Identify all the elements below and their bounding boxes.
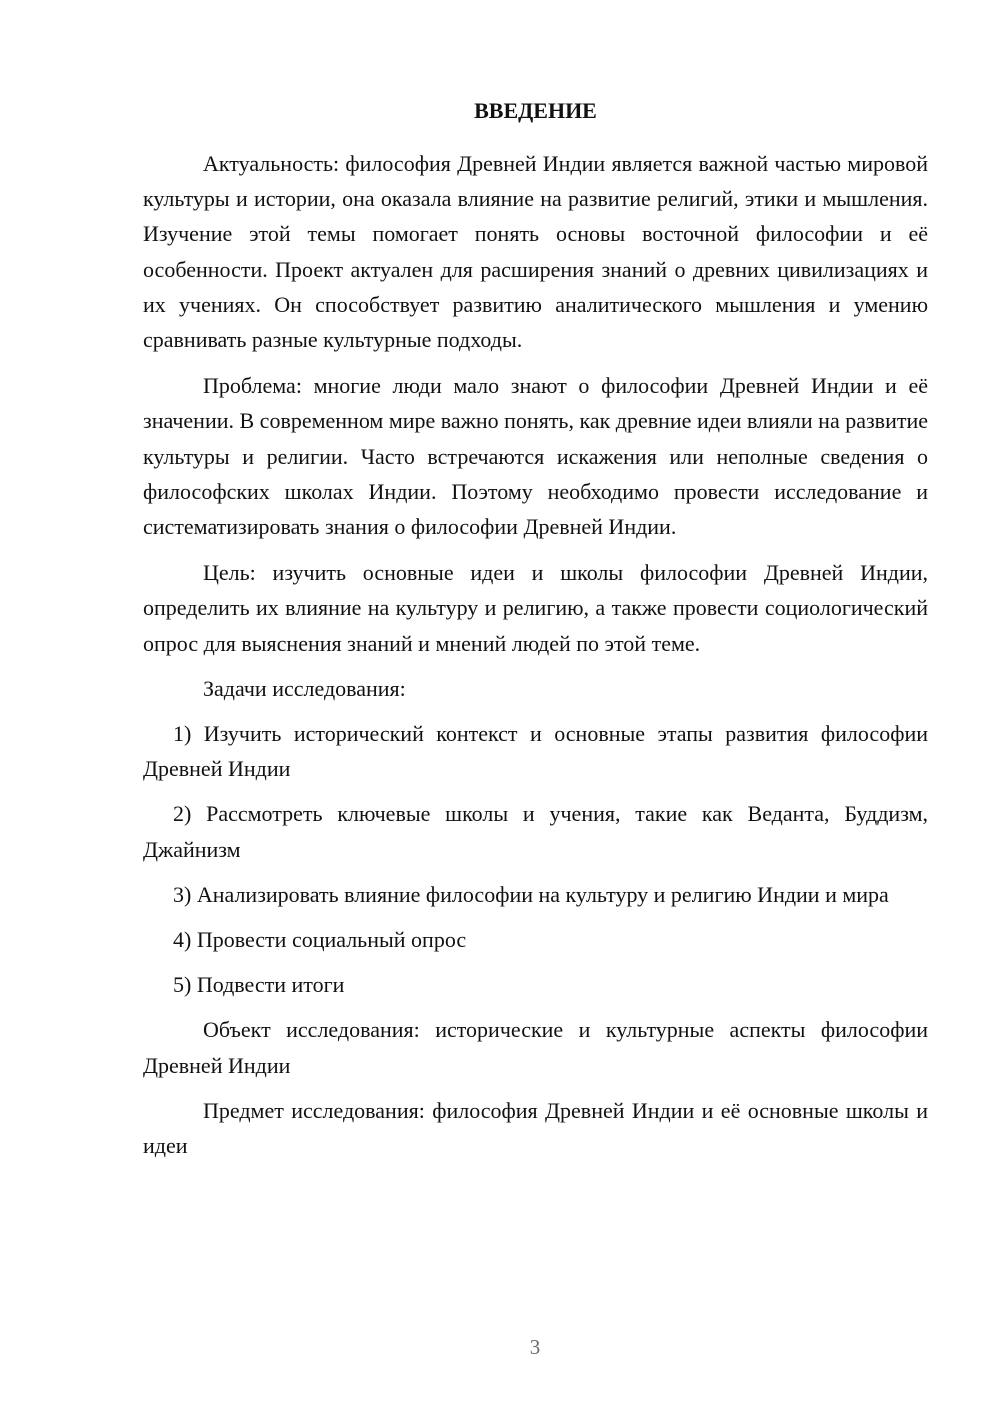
page-title: ВВЕДЕНИЕ: [474, 98, 597, 123]
research-subject-paragraph: Предмет исследования: философия Древней Индии и её основные школы и идеи: [143, 1097, 928, 1159]
relevance-paragraph: Актуальность: философия Древней Индии является важной частью мировой культуры и истории, она оказала влияние на развитие религий, этики и мышления. Изучение этой темы помогает понять основы восточной философии и её особенности. Проект актуален для расширения знаний о древних цивилизациях и их учениях. Он способствует развитию аналитического мышления и умению сравнивать разные культурные подходы.: [143, 151, 928, 353]
page-content: [143, 93, 928, 1163]
task-item-4: 4) Провести социальный опрос: [173, 927, 467, 953]
page-number: 3: [529, 1335, 541, 1359]
research-object-paragraph: Объект исследования: исторические и культурные аспекты философии Древней Индии: [143, 1017, 928, 1078]
problem-paragraph: Проблема: многие люди мало знают о философии Древней Индии и её значении. В современном мире важно понять, как древние идеи влияли на развитие культуры и религии. Часто встречаются искажения или неполные сведения о философских школах Индии. Поэтому необходимо провести исследование и систематизировать знания о философии Древней Индии.: [143, 373, 928, 540]
goal-paragraph: Цель: изучить основные идеи и школы философии Древней Индии, определить их влияние на культуру и религию, а также провести социологический опрос для выяснения знаний и мнений людей по этой теме.: [143, 560, 928, 656]
task-item-3: 3) Анализировать влияние философии на культуру и религию Индии и мира: [173, 881, 889, 907]
task-item-1: 1) Изучить исторический контекст и основные этапы развития философии Древней Индии: [143, 721, 928, 782]
task-item-2: 2) Рассмотреть ключевые школы и учения, такие как Веданта, Буддизм, Джайнизм: [143, 801, 928, 862]
tasks-heading: Задачи исследования:: [203, 675, 406, 701]
tasks-list: [143, 716, 928, 1002]
task-item-5: 5) Подвести итоги: [173, 972, 345, 998]
